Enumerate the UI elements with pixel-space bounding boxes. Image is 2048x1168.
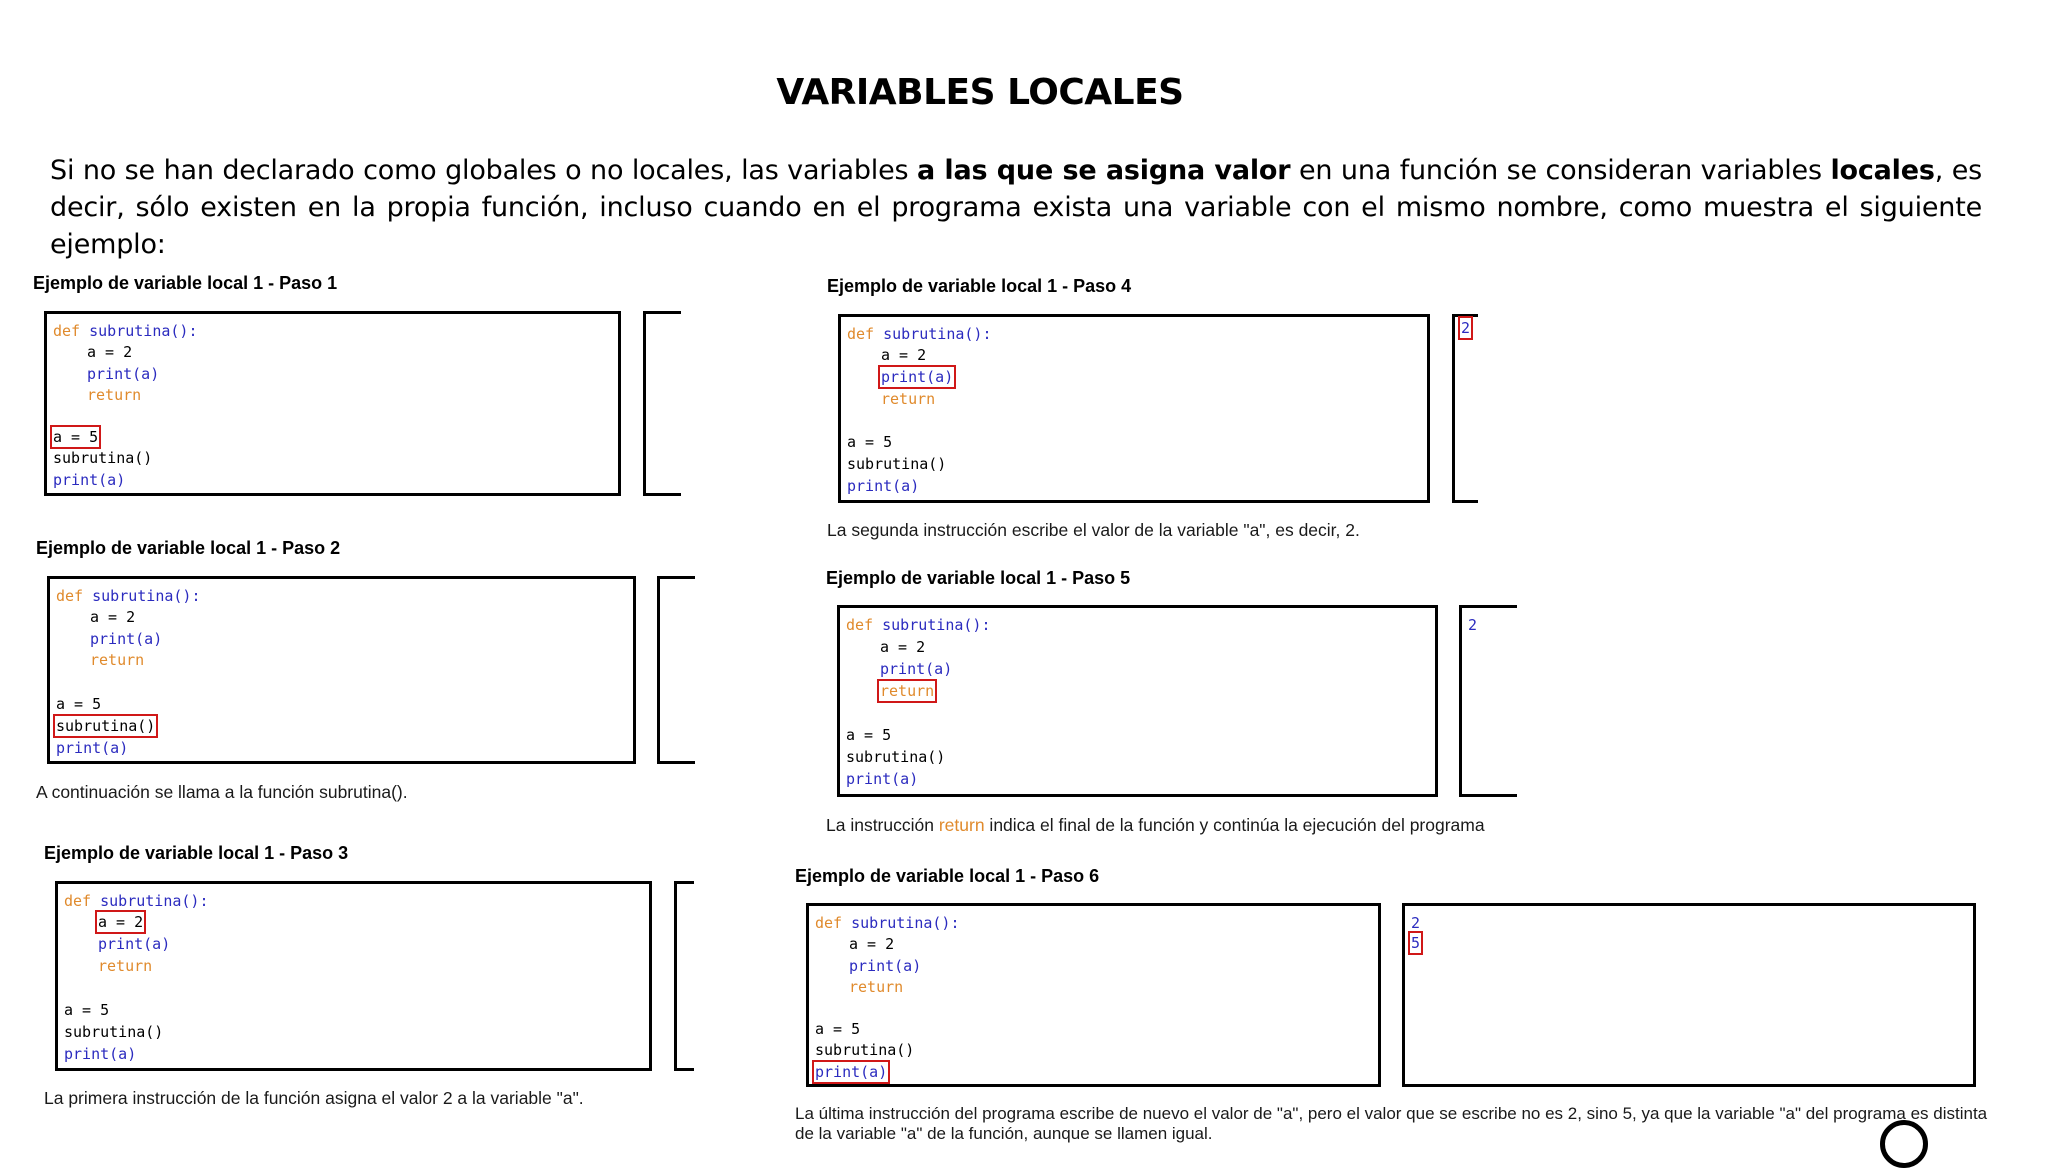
intro-paragraph [50, 152, 1982, 263]
output-value: 2 [1461, 319, 1471, 337]
code-line-print-global: print(a) [815, 1063, 888, 1081]
code-line-return: return [881, 390, 936, 408]
code-line-print-global: print(a) [64, 1045, 137, 1063]
intro-text-3: , es decir, sólo existen en la propia función, incluso cuando en el programa exista una variable con el mismo nombre, como muestra el siguiente ejemplo: [50, 155, 1983, 260]
code-line-call: subrutina() [846, 748, 946, 766]
step2-title: Ejemplo de variable local 1 - Paso 2 [36, 538, 341, 558]
code-line-assign-global: a = 5 [56, 695, 102, 713]
step1-title: Ejemplo de variable local 1 - Paso 1 [33, 273, 338, 293]
code-line-def: def subrutina(): [846, 616, 991, 634]
code-line-print-global: print(a) [846, 770, 919, 788]
code-line-call: subrutina() [815, 1041, 915, 1059]
code-line-return: return [880, 682, 935, 700]
step4-title: Ejemplo de variable local 1 - Paso 4 [827, 276, 1132, 296]
step3-output-box [674, 881, 694, 1071]
step2-output-box [657, 576, 695, 764]
output-value-1: 2 [1411, 914, 1421, 932]
intro-bold-1: a las que se asigna valor [916, 155, 1291, 186]
code-line-def: def subrutina(): [815, 914, 960, 932]
code-line-return: return [98, 957, 153, 975]
return-keyword: return [938, 815, 985, 835]
code-line-def: def subrutina(): [64, 892, 209, 910]
output-value: 2 [1468, 616, 1478, 634]
step1-output-box [643, 311, 681, 496]
code-line-return: return [87, 386, 142, 404]
step5-caption: La instrucción return indica el final de la función y continúa la ejecución del programa [826, 815, 1485, 835]
code-line-call: subrutina() [53, 449, 153, 467]
cursor-icon [1880, 1120, 1928, 1168]
step5-code-box [837, 605, 1438, 797]
code-line-assign-global: a = 5 [847, 433, 893, 451]
step6-code-box [806, 903, 1381, 1087]
code-line-call: subrutina() [64, 1023, 164, 1041]
code-line-print-global: print(a) [847, 477, 920, 495]
step5-title: Ejemplo de variable local 1 - Paso 5 [826, 568, 1131, 588]
code-line-assign-local: a = 2 [90, 608, 136, 626]
code-line-print-local: print(a) [90, 630, 163, 648]
page-title: VARIABLES LOCALES [776, 72, 1184, 113]
step3-caption: La primera instrucción de la función asigna el valor 2 a la variable "a". [44, 1088, 584, 1108]
step4-code-box [838, 314, 1430, 503]
code-line-assign-global: a = 5 [815, 1020, 861, 1038]
intro-bold-2: locales [1830, 155, 1935, 186]
code-line-print-local: print(a) [880, 660, 953, 678]
intro-text-2: en una función se consideran variables [1290, 155, 1831, 186]
code-line-assign-local: a = 2 [98, 913, 144, 931]
output-value-2: 5 [1411, 934, 1421, 952]
code-line-print-global: print(a) [56, 739, 129, 757]
code-line-def: def subrutina(): [53, 322, 198, 340]
code-line-print-local: print(a) [98, 935, 171, 953]
step2-caption: A continuación se llama a la función subrutina(). [36, 782, 408, 802]
step2-code-box [47, 576, 636, 764]
step3-title: Ejemplo de variable local 1 - Paso 3 [44, 843, 349, 863]
step3-code-box [55, 881, 652, 1071]
code-line-call: subrutina() [847, 455, 947, 473]
code-line-assign-local: a = 2 [849, 935, 895, 953]
code-line-assign-local: a = 2 [87, 343, 133, 361]
code-line-print-local: print(a) [849, 957, 922, 975]
code-line-assign-global: a = 5 [846, 726, 892, 744]
step5-output-box [1459, 605, 1517, 797]
step6-caption: La última instrucción del programa escribe de nuevo el valor de "a", pero el valor que se escribe no es 2, sino 5, ya que la variable "a" del programa es distinta de la variable "a" de la función, aunque se llamen igual. [795, 1104, 1988, 1143]
intro-text-1: Si no se han declarado como globales o no locales, las variables [50, 155, 917, 186]
code-line-def: def subrutina(): [847, 325, 992, 343]
code-line-assign-global: a = 5 [64, 1001, 110, 1019]
code-line-print-global: print(a) [53, 471, 126, 489]
code-line-assign-local: a = 2 [881, 346, 927, 364]
step6-output-box [1402, 903, 1976, 1087]
code-line-call: subrutina() [56, 717, 156, 735]
step1-code-box [44, 311, 621, 496]
code-line-print-local: print(a) [881, 368, 954, 386]
step4-caption: La segunda instrucción escribe el valor de la variable "a", es decir, 2. [827, 520, 1360, 540]
step4-output-box [1452, 314, 1478, 503]
code-line-return: return [90, 651, 145, 669]
code-line-assign-global: a = 5 [53, 428, 99, 446]
code-line-return: return [849, 978, 904, 996]
step6-title: Ejemplo de variable local 1 - Paso 6 [795, 866, 1100, 886]
code-line-print-local: print(a) [87, 365, 160, 383]
code-line-assign-local: a = 2 [880, 638, 926, 656]
code-line-def: def subrutina(): [56, 587, 201, 605]
